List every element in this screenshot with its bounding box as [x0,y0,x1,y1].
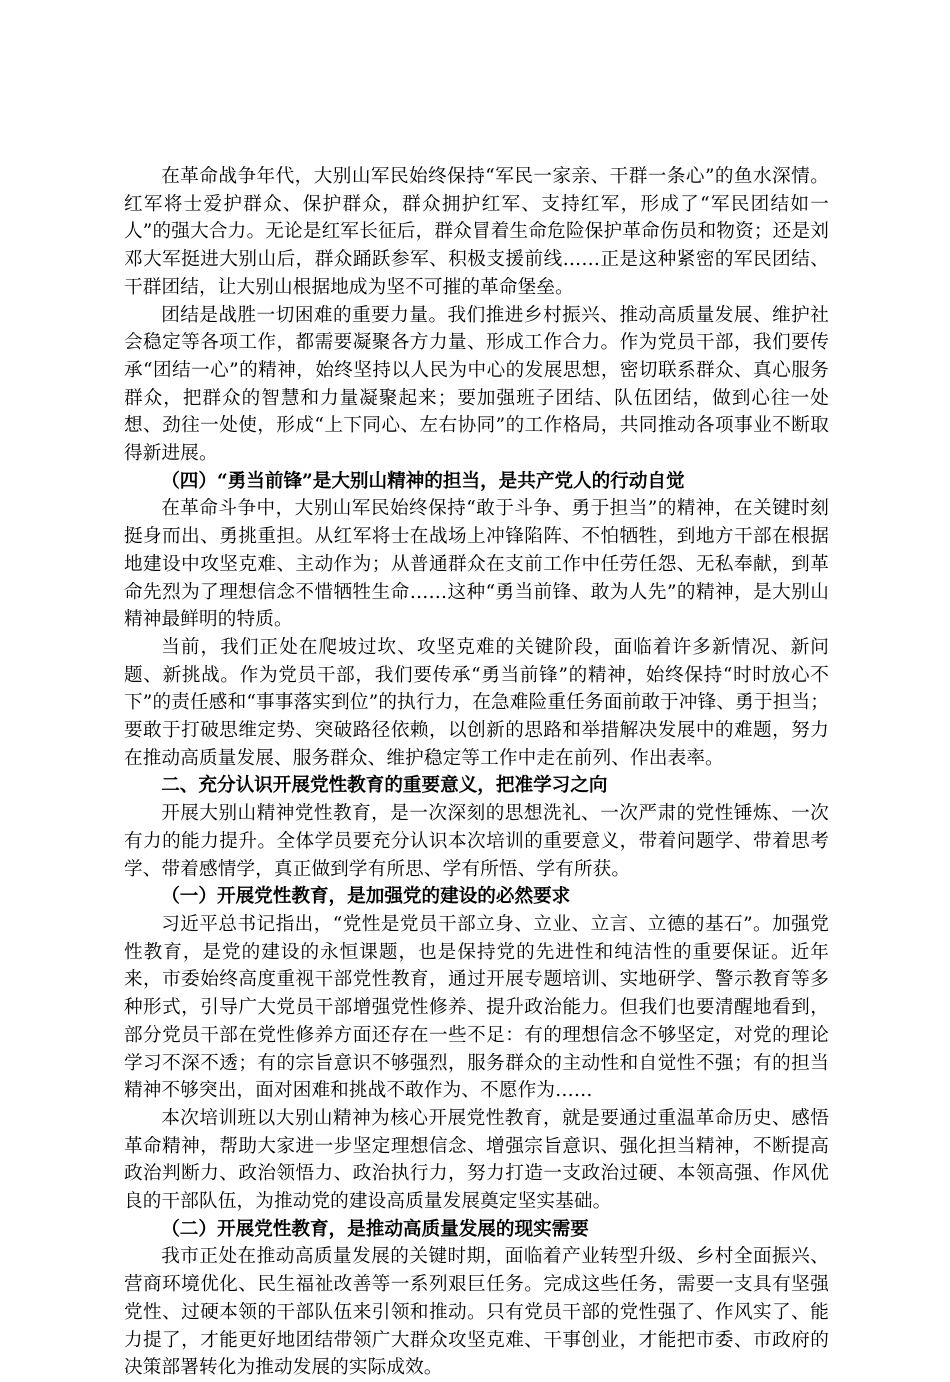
paragraph: 在革命战争年代，大别山军民始终保持“军民一家亲、干群一条心”的鱼水深情。红军将士爱护群众、保护群众，群众拥护红军、支持红军，形成了“军民团结如一人”的强大合力。无论是红军长征后，群众冒着生命危险保护革命伤员和物资；还是刘邓大军挺进大别山后，群众踊跃参军、积极支援前线……正是这种紧密的军民团结、干群团结，让大别山根据地成为坚不可摧的革命堡垒。 [124,166,829,298]
paragraph: 团结是战胜一切困难的重要力量。我们推进乡村振兴、推动高质量发展、维护社会稳定等各项工作，都需要凝聚各方力量、形成工作合力。作为党员干部，我们要传承“团结一心”的精神，始终坚持以人民为中心的发展思想，密切联系群众、真心服务群众，把群众的智慧和力量凝聚起来；要加强班子团结、队伍团结，做到心往一处想、劲往一处使，形成“上下同心、左右协同”的工作格局，共同推动各项事业不断取得新进展。 [124,304,829,465]
paragraph: 在革命斗争中，大别山军民始终保持“敢于斗争、勇于担当”的精神，在关键时刻挺身而出、勇挑重担。从红军将士在战场上冲锋陷阵、不怕牺牲，到地方干部在根据地建设中攻坚克难、主动作为；从普通群众在支前工作中任劳任怨、无私奉献，到革命先烈为了理想信念不惜牺牲生命……这种“勇当前锋、敢为人先”的精神，是大别山精神最鲜明的特质。 [124,498,829,631]
document-body [124,163,829,1382]
paragraph: 本次培训班以大别山精神为核心开展党性教育，就是要通过重温革命历史、感悟革命精神，帮助大家进一步坚定理想信念、增强宗旨意识、强化担当精神，不断提高政治判断力、政治领悟力、政治执行力，努力打造一支政治过硬、本领高强、作风优良的干部队伍，为推动党的建设高质量发展奠定坚实基础。 [124,1107,829,1213]
section-heading: （二）开展党性教育，是推动高质量发展的现实需要 [161,1218,589,1240]
paragraph: 习近平总书记指出，“党性是党员干部立身、立业、立言、立德的基石”。加强党性教育，是党的建设的永恒课题，也是保持党的先进性和纯洁性的重要保证。近年来，市委始终高度重视干部党性教育，通过开展专题培训、实地研学、警示教育等多种形式，引导广大党员干部增强党性修养、提升政治能力。但我们也要清醒地看到，部分党员干部在党性修养方面还存在一些不足：有的理想信念不够坚定，对党的理论学习不深不透；有的宗旨意识不够强烈，服务群众的主动性和自觉性不强；有的担当精神不够突出，面对困难和挑战不敢作为、不愿作为…… [124,913,829,1102]
section-heading: （四）“勇当前锋”是大别山精神的担当，是共产党人的行动自觉 [161,470,685,492]
paragraph: 开展大别山精神党性教育，是一次深刻的思想洗礼、一次严肃的党性锤炼、一次有力的能力提升。全体学员要充分认识本次培训的重要意义，带着问题学、带着思考学、带着感情学，真正做到学有所思、学有所悟、学有所获。 [124,803,829,880]
section-heading: 二、充分认识开展党性教育的重要意义，把准学习之向 [161,775,608,797]
paragraph: 当前，我们正处在爬坡过坎、攻坚克难的关键阶段，面临着许多新情况、新问题、新挑战。作为党员干部，我们要传承“勇当前锋”的精神，始终保持“时时放心不下”的责任感和“事事落实到位”的执行力，在急难险重任务面前敢于冲锋、勇于担当；要敢于打破思维定势、突破路径依赖，以创新的思路和举措解决发展中的难题，努力在推动高质量发展、服务群众、维护稳定等工作中走在前列、作出表率。 [124,636,829,769]
paragraph: 我市正处在推动高质量发展的关键时期，面临着产业转型升级、乡村全面振兴、营商环境优化、民生福祉改善等一系列艰巨任务。完成这些任务，需要一支具有坚强党性、过硬本领的干部队伍来引领和推动。只有党员干部的党性强了、作风实了、能力提了，才能更好地团结带领广大群众攻坚克难、干事创业，才能把市委、市政府的决策部署转化为推动发展的实际成效。 [124,1246,829,1379]
section-heading: （一）开展党性教育，是加强党的建设的必然要求 [161,886,571,908]
